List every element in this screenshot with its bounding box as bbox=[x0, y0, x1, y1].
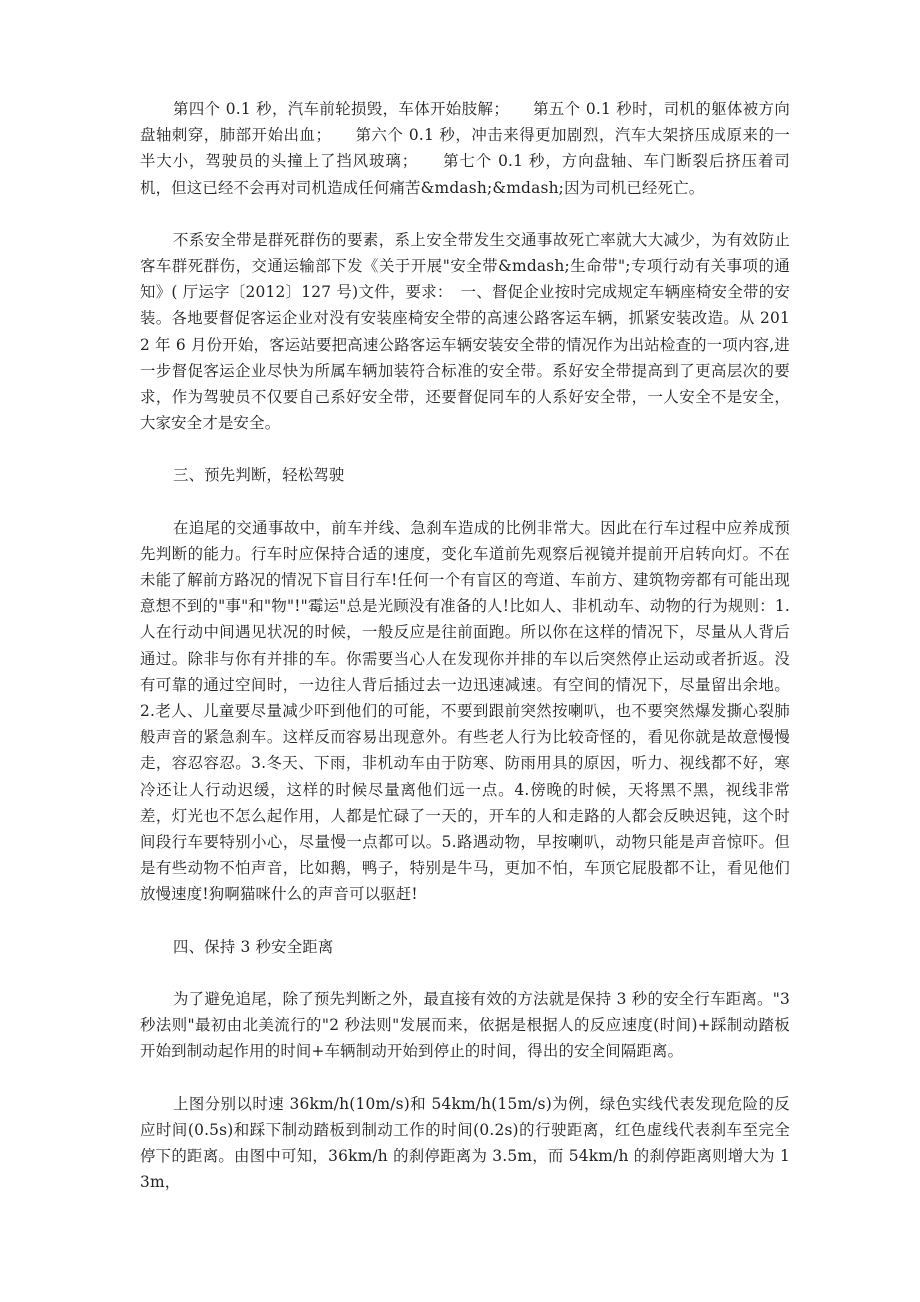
section-heading-predict: 三、预先判断，轻松驾驶 bbox=[173, 466, 345, 485]
paragraph-predictive-driving: 在追尾的交通事故中，前车并线、急刹车造成的比例非常大。因此在行车过程中应养成预先判断的能力。行车时应保持合适的速度，变化车道前先观察后视镜并提前开启转向灯。不在未能了解前方路况的情况下盲目行车!任何一个有盲区的弯道、车前方、建筑物旁都有可能出现意想不到的"事"和"物"!"霉运"总是光顾没有准备的人!比如人、非机动车、动物的行为规则：1.人在行动中间遇见状况的时候，一般反应是往前面跑。所以你在这样的情况下，尽量从人背后通过。除非与你有并排的车。你需要当心人在发现你并排的车以后突然停止运动或者折返。没有可靠的通过空间时，一边往人背后插过去一边迅速减速。有空间的情况下，尽量留出余地。2.老人、儿童要尽量减少吓到他们的可能，不要到跟前突然按喇叭，也不要突然爆发撕心裂肺般声音的紧急刹车。这样反而容易出现意外。有些老人行为比较奇怪的，看见你就是故意慢慢走，容忍容忍。3.冬天、下雨，非机动车由于防寒、防雨用具的原因，听力、视线都不好，寒冷还让人行动迟缓，这样的时候尽量离他们远一点。4.傍晚的时候，天将黑不黑，视线非常差，灯光也不怎么起作用，人都是忙碌了一天的，开车的人和走路的人都会反映迟钝，这个时间段行车要特别小心，尽量慢一点都可以。5.路遇动物，早按喇叭，动物只能是声音惊吓。但是有些动物不怕声音，比如鹅，鸭子，特别是牛马，更加不怕，车顶它屁股都不让，看见他们放慢速度!狗啊猫咪什么的声音可以驱赶! bbox=[140, 518, 790, 904]
paragraph-seatbelt-campaign: 不系安全带是群死群伤的要素，系上安全带发生交通事故死亡率就大大减少，为有效防止客车群死群伤，交通运输部下发《关于开展"安全带&mdash;生命带";专项行动有关事项的通知》( 厅运字〔2012〕127 号)文件，要求： 一、督促企业按时完成规定车辆座椅安全带的安装。各地要督促客运企业对没有安装座椅安全带的高速公路客运车辆，抓紧安装改造。从 2012 年 6 月份开始，客运站要把高速公路客运车辆安装安全带的情况作为出站检查的一项内容,进一步督促客运企业尽快为所属车辆加装符合标准的安全带。系好安全带提高到了更高层次的要求，作为驾驶员不仅要自己系好安全带，还要督促同车的人系好安全带，一人安全不是安全，大家安全才是安全。 bbox=[140, 230, 790, 433]
paragraph-seventh-tenth-second: 第四个 0.1 秒，汽车前轮损毁，车体开始肢解； 第五个 0.1 秒时，司机的躯体被方向盘轴刺穿，肺部开始出血； 第六个 0.1 秒，冲击来得更加剧烈，汽车大架挤压成原来的一半大小，驾驶员的头撞上了挡风玻璃； 第七个 0.1 秒，方向盘轴、车门断裂后挤压着司机，但这已经不会再对司机造成任何痛苦&mdash;&mdash;因为司机已经死亡。 bbox=[140, 100, 790, 197]
document-body bbox=[140, 96, 790, 1221]
paragraph-three-second-rule: 为了避免追尾，除了预先判断之外，最直接有效的方法就是保持 3 秒的安全行车距离。"3 秒法则"最初由北美流行的"2 秒法则"发展而来，依据是根据人的反应速度(时间)+踩制动踏板开始到制动起作用的时间+车辆制动开始到停止的时间，得出的安全间隔距离。 bbox=[140, 989, 790, 1061]
paragraph-braking-distance: 上图分别以时速 36km/h(10m/s)和 54km/h(15m/s)为例，绿色实线代表发现危险的反应时间(0.5s)和踩下制动踏板到制动工作的时间(0.2s)的行驶距离，红色虚线代表刹车至完全停下的距离。由图中可知，36km/h 的刹停距离为 3.5m，而 54km/h 的刹停距离则增大为 13m， bbox=[140, 1094, 790, 1192]
section-heading-safe-distance: 四、保持 3 秒安全距离 bbox=[173, 937, 334, 956]
